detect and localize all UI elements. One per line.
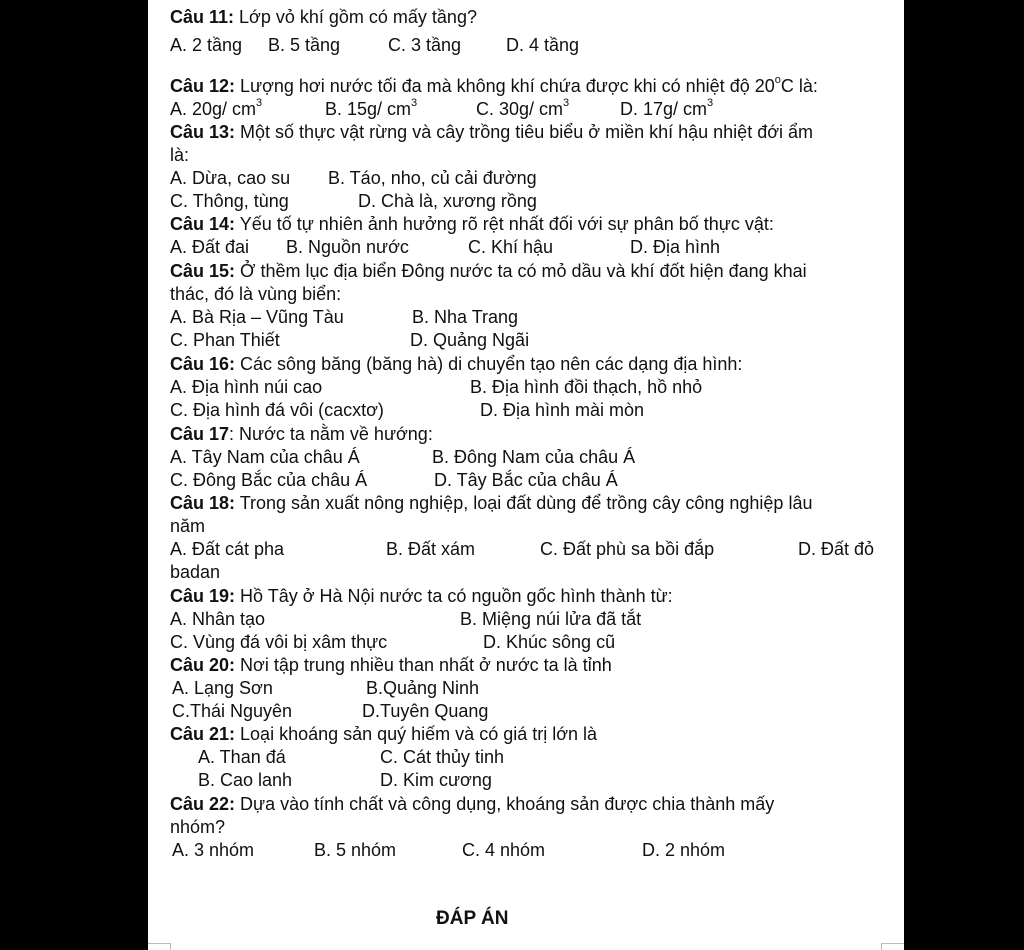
option: A. Địa hình núi cao bbox=[170, 377, 323, 397]
option: D. 4 tầng bbox=[506, 35, 580, 55]
question-20: Câu 20: Nơi tập trung nhiều than nhất ở nước ta là tỉnh bbox=[170, 655, 612, 675]
question-18: Câu 18: Trong sản xuất nông nghiệp, loại đất dùng để trồng cây công nghiệp lâu bbox=[170, 493, 813, 513]
option: C. Cát thủy tinh bbox=[380, 747, 505, 767]
option: B. Địa hình đồi thạch, hồ nhỏ bbox=[470, 377, 703, 397]
option: C. Đất phù sa bồi đắp bbox=[540, 539, 715, 559]
option: D.Tuyên Quang bbox=[362, 701, 489, 721]
question-18-cont: năm bbox=[170, 516, 206, 536]
option: D. Kim cương bbox=[380, 770, 492, 790]
option: A. Than đá bbox=[198, 747, 286, 767]
question-21: Câu 21: Loại khoáng sản quý hiếm và có giá trị lớn là bbox=[170, 724, 598, 744]
option: C. Vùng đá vôi bị xâm thực bbox=[170, 632, 388, 652]
option: A. Tây Nam của châu Á bbox=[170, 447, 360, 467]
option: D. Chà là, xương rồng bbox=[358, 191, 537, 211]
option: C. Địa hình đá vôi (cacxtơ) bbox=[170, 400, 384, 420]
question-15-cont: thác, đó là vùng biển: bbox=[170, 284, 342, 304]
question-12: Câu 12: Lượng hơi nước tối đa mà không khí chứa được khi có nhiệt độ 20$^o$C là: bbox=[170, 74, 818, 96]
option: C. Thông, tùng bbox=[170, 191, 289, 211]
option: D. Địa hình bbox=[630, 237, 721, 257]
option: D. Đất đỏ bbox=[798, 539, 875, 559]
option: B. Cao lanh bbox=[198, 770, 293, 790]
question-22: Câu 22: Dựa vào tính chất và công dụng, khoáng sản được chia thành mấy bbox=[170, 794, 775, 814]
question-16: Câu 16: Các sông băng (băng hà) di chuyển tạo nên các dạng địa hình: bbox=[170, 354, 743, 374]
option: A. Dừa, cao su bbox=[170, 168, 291, 188]
option: B. Đất xám bbox=[386, 539, 476, 559]
option: A. 20g/ $cm^3$ bbox=[170, 97, 263, 119]
option: B. 5 nhóm bbox=[314, 840, 397, 860]
question-22-cont: nhóm? bbox=[170, 817, 226, 837]
option: B. 15g/ $cm^3$ bbox=[325, 97, 418, 119]
page-corner bbox=[881, 943, 904, 950]
option: D. 2 nhóm bbox=[642, 840, 726, 860]
option: C. Phan Thiết bbox=[170, 330, 280, 350]
option: C. 30g/ $cm^3$ bbox=[476, 97, 570, 119]
option: B. Miệng núi lửa đã tắt bbox=[460, 609, 642, 629]
option: A. 2 tầng bbox=[170, 35, 243, 55]
answer-heading: ĐÁP ÁN bbox=[436, 908, 509, 929]
option: C. 3 tầng bbox=[388, 35, 462, 55]
question-13-cont: là: bbox=[170, 145, 190, 165]
document-page bbox=[148, 0, 904, 950]
question-14: Câu 14: Yếu tố tự nhiên ảnh hưởng rõ rệt nhất đối với sự phân bố thực vật: bbox=[170, 214, 774, 234]
question-17: Câu 17: Nước ta nằm về hướng: bbox=[170, 424, 433, 444]
option: C. Khí hậu bbox=[468, 237, 554, 257]
option-continuation: badan bbox=[170, 562, 221, 582]
option: B. Táo, nho, củ cải đường bbox=[328, 168, 537, 188]
option: A. Nhân tạo bbox=[170, 609, 266, 629]
option: A. Bà Rịa – Vũng Tàu bbox=[170, 307, 344, 327]
question-15: Câu 15: Ở thềm lục địa biển Đông nước ta có mỏ dầu và khí đốt hiện đang khai bbox=[170, 261, 807, 281]
option: B. Đông Nam của châu Á bbox=[432, 447, 636, 467]
option: B. Nha Trang bbox=[412, 307, 519, 327]
question-19: Câu 19: Hồ Tây ở Hà Nội nước ta có nguồn gốc hình thành từ: bbox=[170, 586, 673, 606]
option: B.Quảng Ninh bbox=[366, 678, 480, 698]
option: D. 17g/ $cm^3$ bbox=[620, 97, 714, 119]
option: B. Nguồn nước bbox=[286, 237, 409, 257]
option: D. Địa hình mài mòn bbox=[480, 400, 645, 420]
option: C. 4 nhóm bbox=[462, 840, 546, 860]
option: D. Khúc sông cũ bbox=[483, 632, 616, 652]
option: B. 5 tầng bbox=[268, 35, 341, 55]
question-13: Câu 13: Một số thực vật rừng và cây trồng tiêu biểu ở miền khí hậu nhiệt đới ẩm bbox=[170, 122, 814, 142]
option: C. Đông Bắc của châu Á bbox=[170, 470, 368, 490]
option: C.Thái Nguyên bbox=[172, 701, 293, 721]
option: D. Quảng Ngãi bbox=[410, 330, 530, 350]
option: A. Lạng Sơn bbox=[172, 678, 273, 698]
option: A. Đất đai bbox=[170, 237, 250, 257]
page-corner bbox=[148, 943, 171, 950]
option: A. 3 nhóm bbox=[172, 840, 255, 860]
option: D. Tây Bắc của châu Á bbox=[434, 470, 618, 490]
option: A. Đất cát pha bbox=[170, 539, 285, 559]
question-11: Câu 11: Lớp vỏ khí gồm có mấy tầng? bbox=[170, 7, 477, 27]
